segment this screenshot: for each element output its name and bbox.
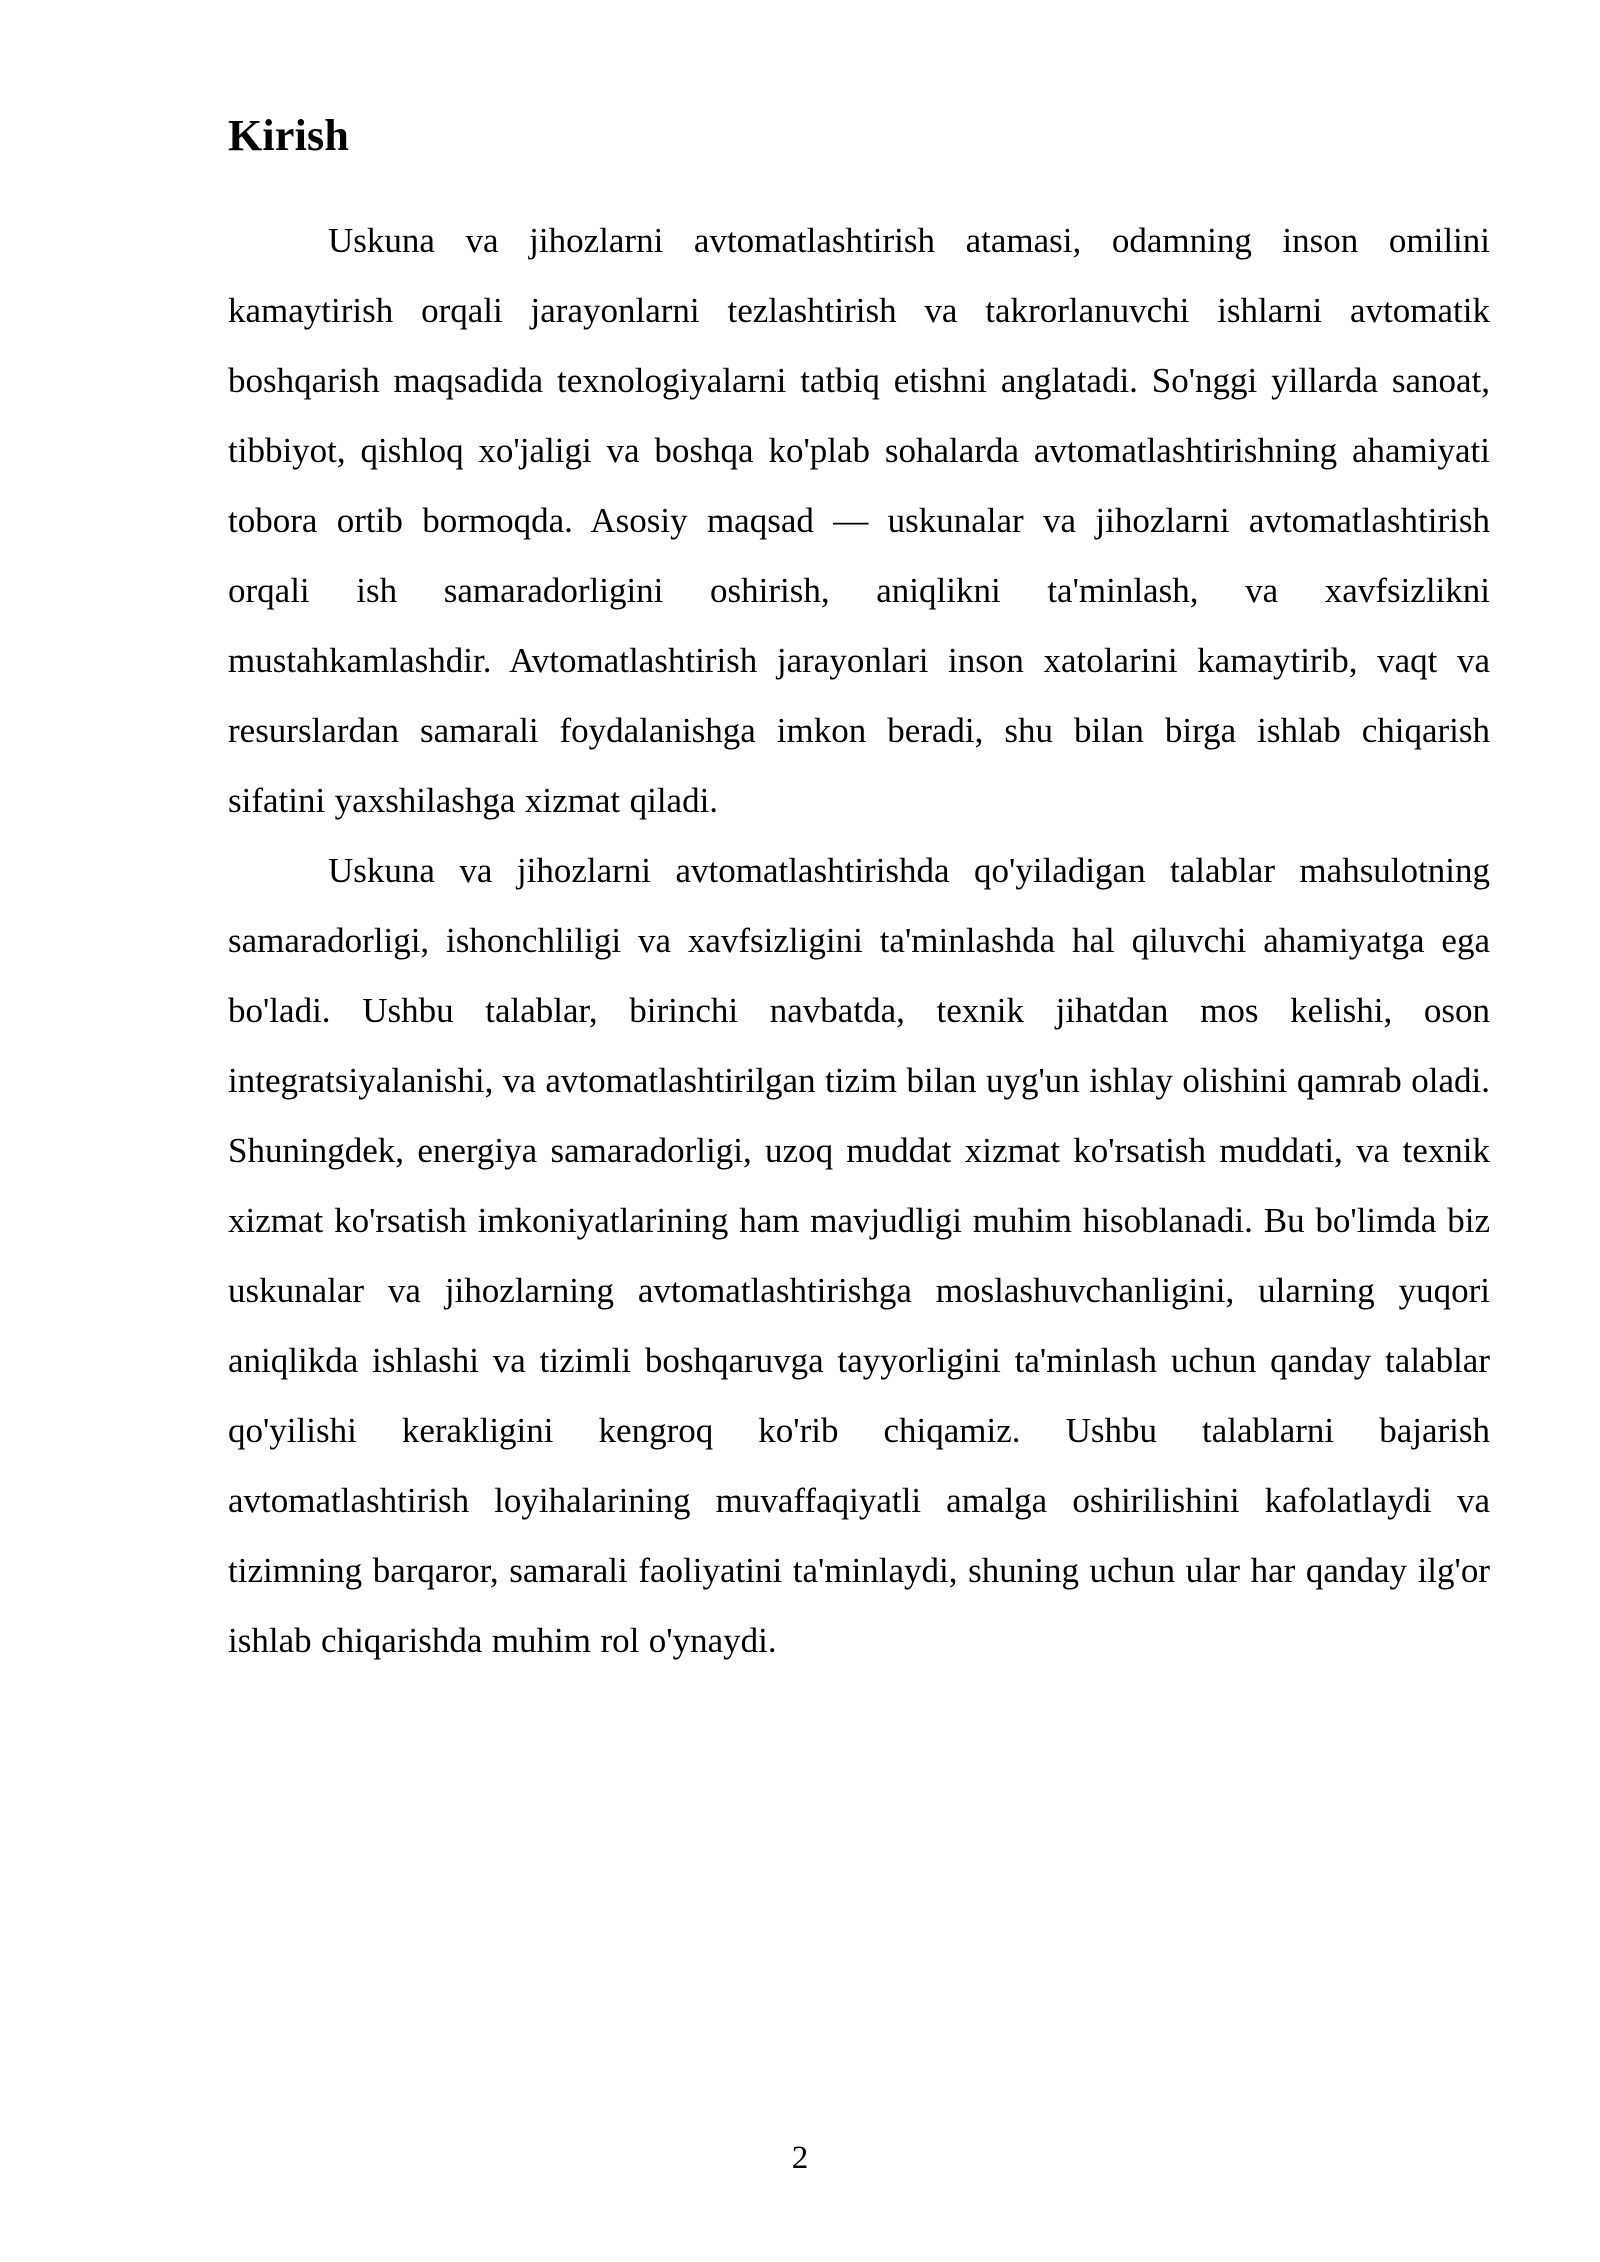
page-title: Kirish bbox=[228, 111, 349, 160]
page-footer bbox=[0, 2142, 1600, 2175]
page-number: 2 bbox=[791, 2140, 809, 2176]
paragraph-1: Uskuna va jihozlarni avtomatlashtirish atamasi, odamning inson omilini kamaytirish orqali jarayonlarni tezlashtirish va takrorlanuvchi ishlarni avtomatik boshqarish maqsadida texnologiyalarni tatbiq etishni anglatadi. So'nggi yillarda sanoat, tibbiyot, qishloq xo'jaligi va boshqa ko'plab sohalarda avtomatlashtirishning ahamiyati tobora ortib bormoqda. Asosiy maqsad — uskunalar va jihozlarni avtomatlashtirish orqali ish samaradorligini oshirish, aniqlikni ta'minlash, va xavfsizlikni mustahkamlashdir. Avtomatlashtirish jarayonlari inson xatolarini kamaytirib, vaqt va resurslardan samarali foydalanishga imkon beradi, shu bilan birga ishlab chiqarish sifatini yaxshilashga xizmat qiladi. bbox=[228, 221, 1490, 821]
document-body bbox=[228, 112, 1490, 1676]
paragraph-2: Uskuna va jihozlarni avtomatlashtirishda qo'yiladigan talablar mahsulotning samaradorligi, ishonchliligi va xavfsizligini ta'minlashda hal qiluvchi ahamiyatga ega bo'ladi. Ushbu talablar, birinchi navbatda, texnik jihatdan mos kelishi, oson integratsiyalanishi, va avtomatlashtirilgan tizim bilan uyg'un ishlay olishini qamrab oladi. Shuningdek, energiya samaradorligi, uzoq muddat xizmat ko'rsatish muddati, va texnik xizmat ko'rsatish imkoniyatlarining ham mavjudligi muhim hisoblanadi. Bu bo'limda biz uskunalar va jihozlarning avtomatlashtirishga moslashuvchanligini, ularning yuqori aniqlikda ishlashi va tizimli boshqaruvga tayyorligini ta'minlash uchun qanday talablar qo'yilishi kerakligini kengroq ko'rib chiqamiz. Ushbu talablarni bajarish avtomatlashtirish loyihalarining muvaffaqiyatli amalga oshirilishini kafolatlaydi va tizimning barqaror, samarali faoliyatini ta'minlaydi, shuning uchun ular har qanday ilg'or ishlab chiqarishda muhim rol o'ynaydi. bbox=[228, 851, 1490, 1661]
